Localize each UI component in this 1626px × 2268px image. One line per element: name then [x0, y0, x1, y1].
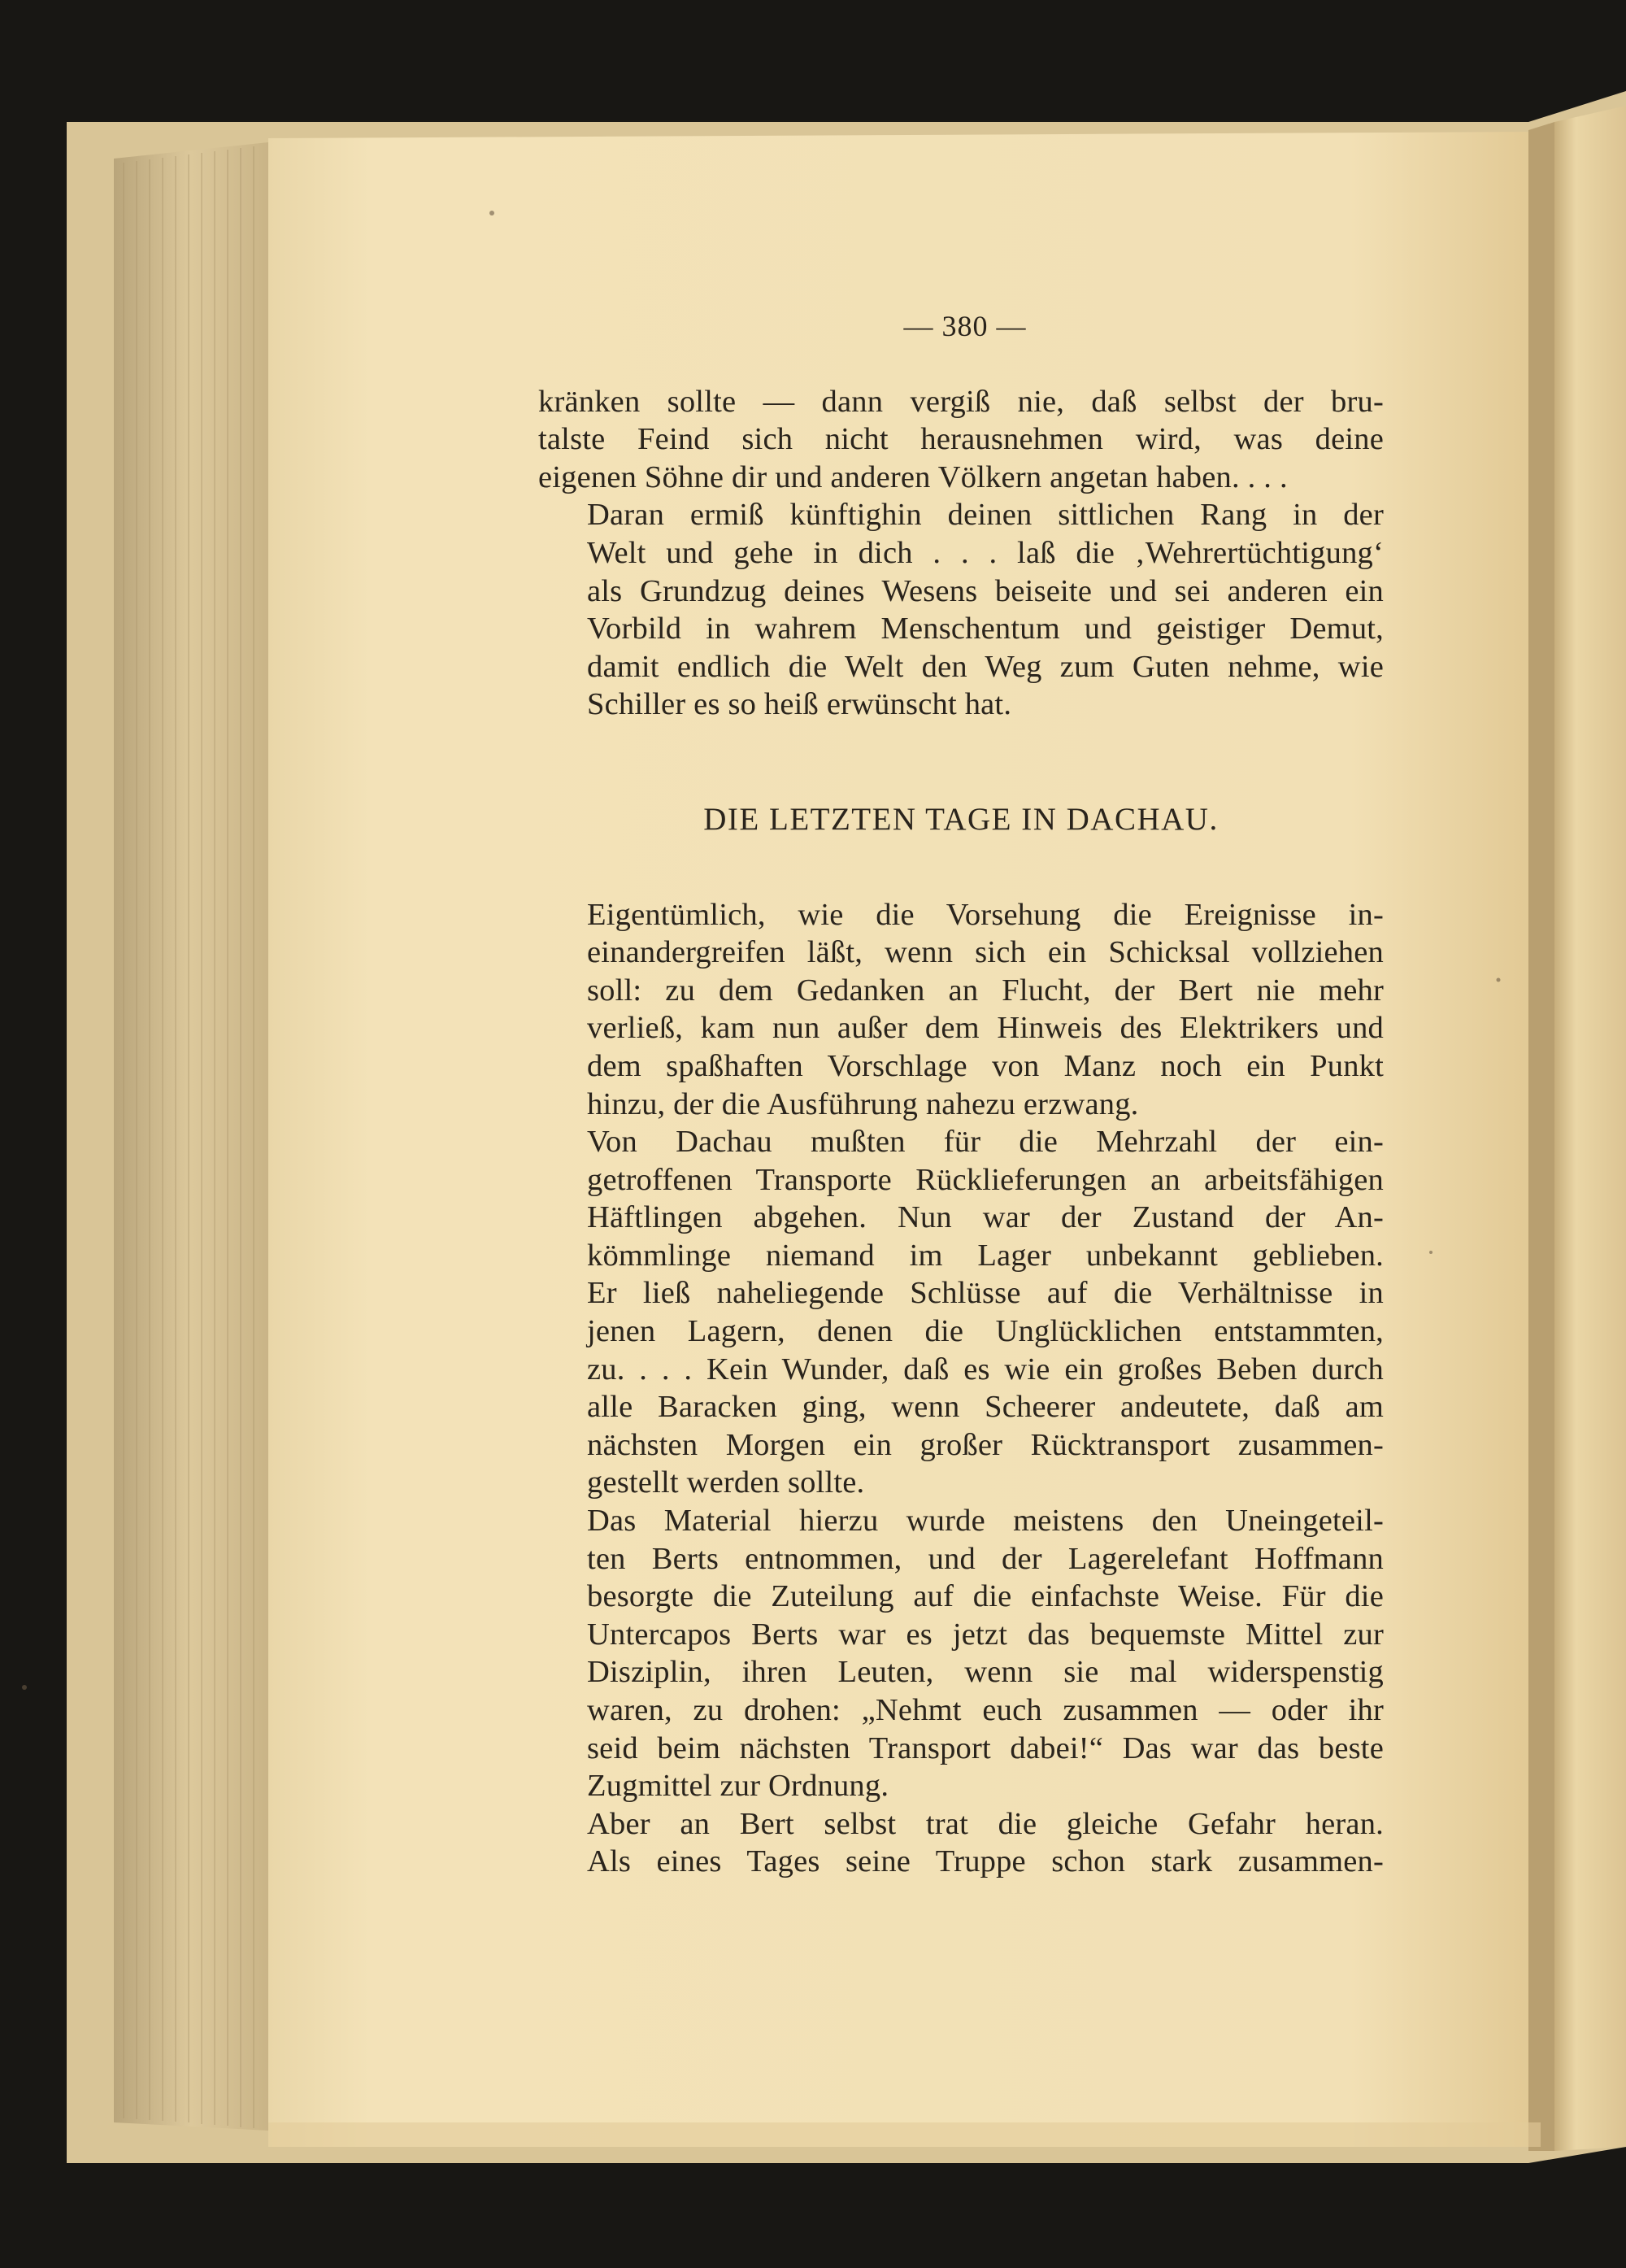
gutter [1528, 122, 1554, 2151]
facing-page [1554, 106, 1626, 2151]
text-line: Welt und gehe in dich . . . laß die ‚Wehrertüchtigung‘ [587, 535, 1384, 570]
page-number: — 380 — [903, 310, 1027, 342]
text-line: talste Feind sich nicht herausnehmen wird, was deine [538, 422, 1384, 457]
text-line: gestellt werden sollte. [587, 1465, 865, 1500]
text-line: eigenen Söhne dir und anderen Völkern angetan haben. . . . [538, 459, 1288, 494]
text-line: als Grundzug deines Wesens beiseite und sei anderen ein [587, 573, 1384, 608]
chapter-body [538, 896, 1384, 1881]
bottom-shadow [268, 2122, 1541, 2147]
text-line: jenen Lagern, denen die Unglücklichen entstammten, [587, 1314, 1384, 1349]
text-line: Als eines Tages seine Truppe schon stark zusammen- [587, 1844, 1384, 1879]
page-text [538, 307, 1384, 1881]
text-line: kömmlinge niemand im Lager unbekannt geblieben. [587, 1238, 1384, 1273]
text-line: Schiller es so heiß erwünscht hat. [587, 687, 1012, 722]
text-line: seid beim nächsten Transport dabei!“ Das war das beste [587, 1730, 1384, 1765]
section-before [538, 383, 1384, 724]
text-line: Das Material hierzu wurde meistens den Uneingeteil- [587, 1504, 1384, 1539]
paragraph [538, 896, 1384, 1124]
paragraph [538, 1805, 1384, 1881]
paragraph [538, 1502, 1384, 1805]
text-line: Disziplin, ihren Leuten, wenn sie mal widerspenstig [587, 1655, 1384, 1690]
text-line: alle Baracken ging, wenn Scheerer andeutete, daß am [587, 1390, 1384, 1425]
text-line: Von Dachau mußten für die Mehrzahl der ein- [587, 1125, 1384, 1160]
text-line: ten Berts entnommen, und der Lagerelefant Hoffmann [587, 1541, 1384, 1576]
text-line: verließ, kam nun außer dem Hinweis des Elektrikers und [587, 1011, 1384, 1046]
paragraph [538, 1123, 1384, 1502]
text-line: hinzu, der die Ausführung nahezu erzwang. [587, 1086, 1139, 1121]
text-line: Eigentümlich, wie die Vorsehung die Ereignisse in- [587, 897, 1384, 932]
text-line: nächsten Morgen ein großer Rücktransport zusammen- [587, 1427, 1384, 1462]
text-line: zu. . . . Kein Wunder, daß es wie ein großes Beben durch [587, 1352, 1384, 1386]
chapter-heading: DIE LETZTEN TAGE IN DACHAU. [703, 801, 1219, 837]
text-line: kränken sollte — dann vergiß nie, daß selbst der bru- [538, 384, 1384, 419]
text-line: damit endlich die Welt den Weg zum Guten nehme, wie [587, 649, 1384, 684]
text-line: soll: zu dem Gedanken an Flucht, der Bert nie mehr [587, 973, 1384, 1008]
text-line: besorgte die Zuteilung auf die einfachste Weise. Für die [587, 1579, 1384, 1614]
text-line: Er ließ naheliegende Schlüsse auf die Verhältnisse in [587, 1276, 1384, 1311]
text-line: einandergreifen läßt, wenn sich ein Schicksal vollziehen [587, 935, 1384, 970]
text-line: waren, zu drohen: „Nehmt euch zusammen — oder ihr [587, 1693, 1384, 1727]
paragraph [538, 383, 1384, 497]
text-line: dem spaßhaften Vorschlage von Manz noch ein Punkt [587, 1048, 1384, 1083]
text-line: Vorbild in wahrem Menschentum und geistiger Demut, [587, 612, 1384, 646]
text-line: Untercapos Berts war es jetzt das bequemste Mittel zur [587, 1617, 1384, 1652]
text-line: getroffenen Transporte Rücklieferungen an arbeitsfähigen [587, 1162, 1384, 1197]
text-line: Häftlingen abgehen. Nun war der Zustand der An- [587, 1200, 1384, 1235]
paragraph [538, 496, 1384, 724]
text-line: Zugmittel zur Ordnung. [587, 1769, 889, 1804]
text-line: Daran ermiß künftighin deinen sittlichen Rang in der [587, 498, 1384, 533]
text-line: Aber an Bert selbst trat die gleiche Gefahr heran. [587, 1806, 1384, 1841]
